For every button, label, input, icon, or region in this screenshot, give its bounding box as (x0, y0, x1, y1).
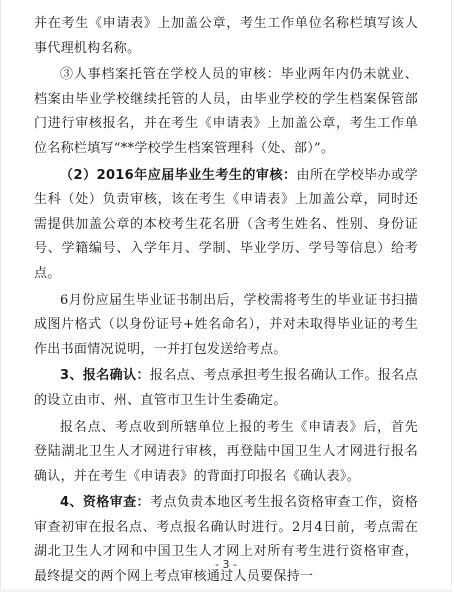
document-body (34, 12, 418, 592)
paragraph-7 (34, 491, 418, 589)
paragraph-2: ③人事档案托管在学校人员的审核：毕业两年内仍未就业、档案由毕业学校继续托管的人员，由毕业学校的学生档案保管部门进行审核报名，并在考生《申请表》上加盖公章，考生工作单位名称栏填写“**学校学生档案管理科（处、部）”。 (34, 67, 418, 156)
paragraph-1: 并在考生《申请表》上加盖公章，考生工作单位名称栏填写该人事代理机构名称。 (34, 16, 418, 56)
page-number: - 3 - (215, 558, 237, 571)
paragraph-7-heading: 4、资格审查： (60, 495, 150, 511)
paragraph-4: 6月份应届生毕业证书制出后，学校需将考生的毕业证书扫描成图片格式（以身份证号+姓名命名），并对未取得毕业证的考生作出书面情况说明，一并打包发送给考点。 (34, 292, 418, 357)
paragraph-3 (34, 164, 418, 287)
paragraph-5-body: 报名点、考点承担考生报名确认工作。报名点的设立由市、州、直管市卫生计生委确定。 (34, 368, 418, 408)
paragraph-6: 报名点、考点收到所辖单位上报的考生《申请表》后，首先登陆湖北卫生人才网进行审核，再登陆中国卫生人才网进行报名确认，并在考生《申请表》的背面打印报名《确认表》。 (34, 419, 418, 484)
paragraph-5-heading: 3、报名确认： (60, 368, 150, 384)
paragraph-3-heading: （2）2016年应届毕业生考生的审核： (60, 167, 297, 183)
paragraph-7-body: 考点负责本地区考生报名资格审查工作，资格审查初审在报名点、考点报名确认时进行。2月4日前，考点需在湖北卫生人才网和中国卫生人才网上对所有考生进行资格审查，最终提交的两个网上考点审核通过人员要保持一 (34, 495, 418, 585)
paragraph-5 (34, 364, 418, 413)
paragraph-3-body: 由所在学校毕办或学生科（处）负责审核，该在考生《申请表》上加盖公章，同时还需提供加盖公章的本校考生花名册（含考生姓名、性别、身份证号、学籍编号、入学年月、学制、毕业学历、学号等信息）给考点。 (34, 167, 418, 281)
